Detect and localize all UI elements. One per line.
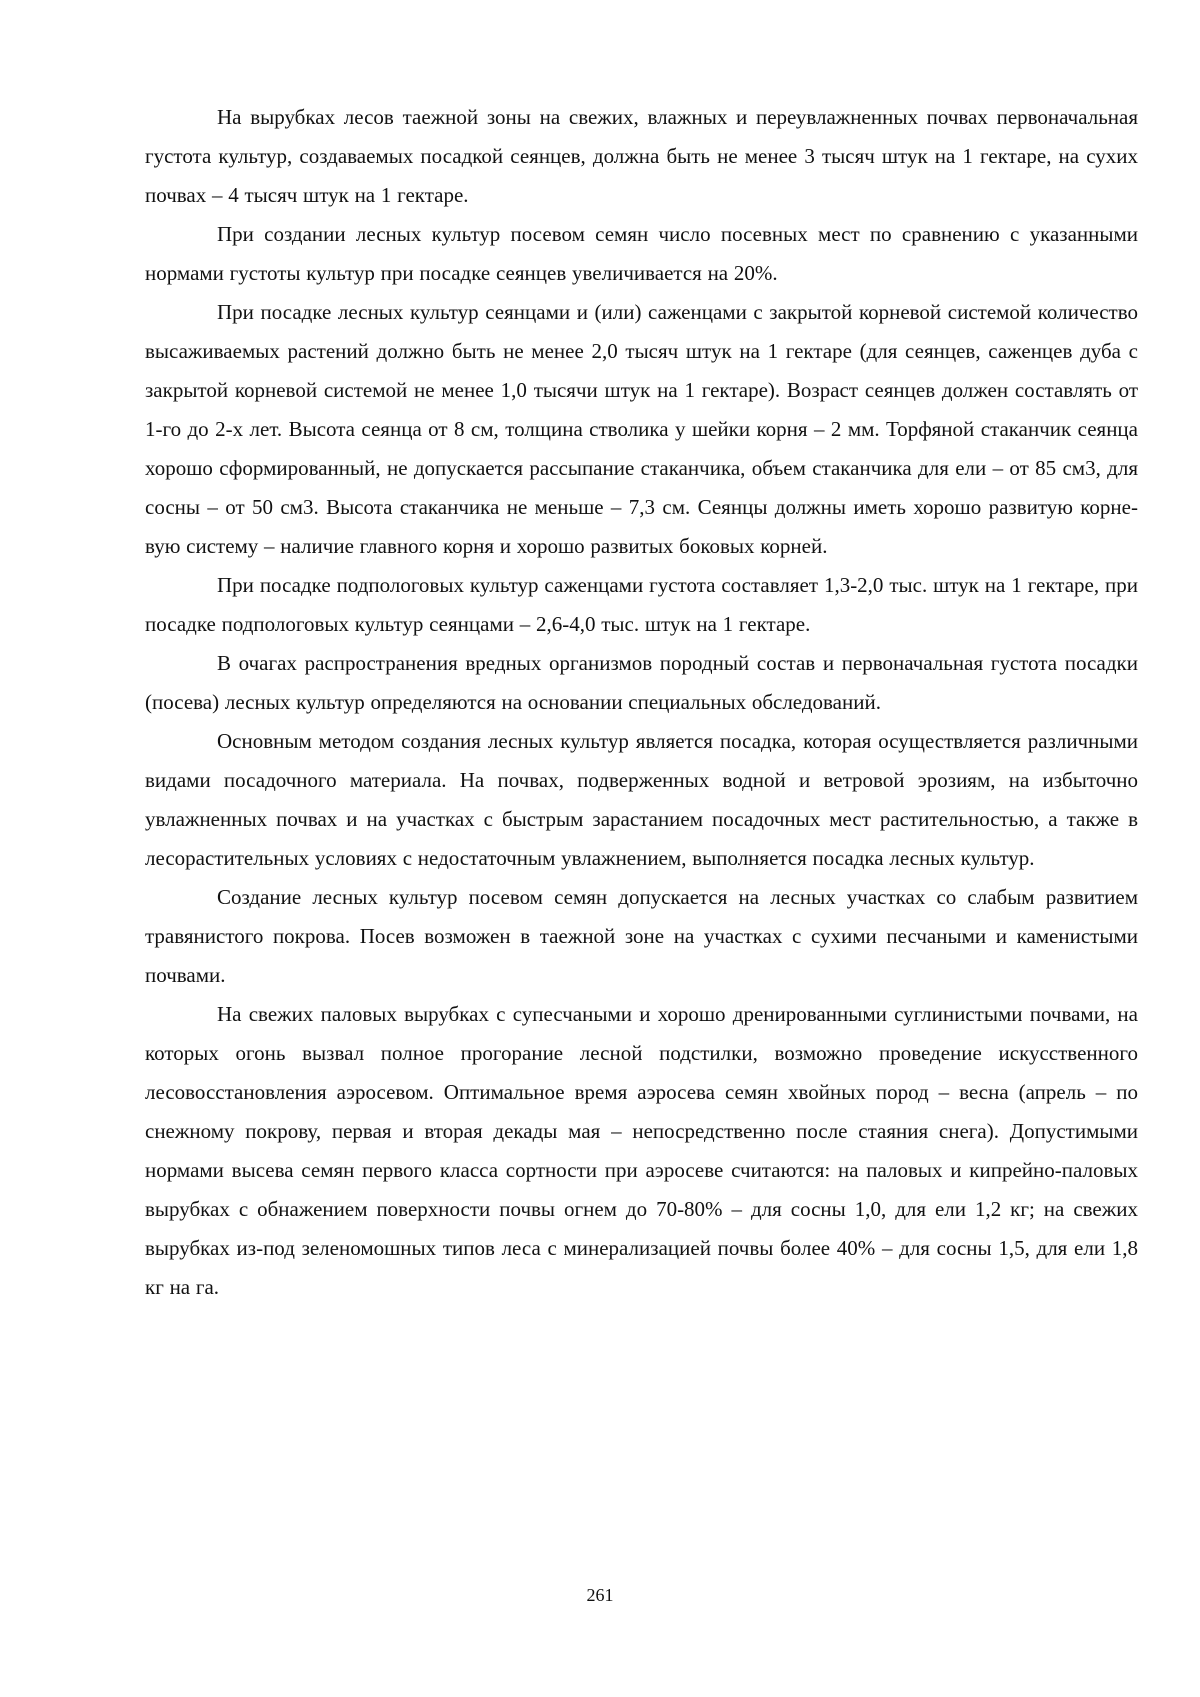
paragraph-7: Создание лесных культур посевом семян допускается на лесных участках со слабым развитием травянистого покрова. Посев возможен в таежной зоне на участках с сухими песчаными и каменистыми почвами. — [145, 885, 1138, 987]
body-text — [145, 98, 1138, 1307]
paragraph-2: При создании лесных культур посевом семян число посевных мест по сравнению с указанными нормами густоты культур при посадке сеянцев увеличивается на 20%. — [145, 222, 1138, 285]
paragraph-6: Основным методом создания лесных культур является посадка, которая осуществляется различными видами посадочного материала. На почвах, подверженных водной и ветровой эрозиям, на избыточно увлажненных почвах и на участках с быстрым зарастанием посадочных мест растительностью, а также в лесорастительных условиях с недостаточным увлажнением, выполняется посадка лесных культур. — [145, 729, 1138, 870]
paragraph-8: На свежих паловых вырубках с супесчаными и хорошо дренированными суглинистыми почвами, на которых огонь вызвал полное прогорание лесной подстилки, возможно проведение искусственного лесовосстановления аэросевом. Оптимальное время аэросева семян хвойных пород – весна (апрель – по снежному покрову, первая и вторая декады мая – непосредственно после стаяния снега). Допустимыми нормами высева семян первого класса сортности при аэросеве считаются: на паловых и кипрейно-паловых вырубках с обнажением поверхности почвы огнем до 70-80% – для сосны 1,0, для ели 1,2 кг; на свежих вырубках из-под зеленомошных типов леса с минерализацией почвы более 40% – для сосны 1,5, для ели 1,8 кг на га. — [145, 1002, 1138, 1299]
paragraph-3: При посадке лесных культур сеянцами и (или) саженцами с закрытой корневой системой количество высаживаемых растений должно быть не менее 2,0 тысяч штук на 1 гектаре (для сеянцев, саженцев дуба с закрытой корневой системой не менее 1,0 тысячи штук на 1 гектаре). Возраст сеянцев должен составлять от 1-го до 2-х лет. Высота сеянца от 8 см, толщина стволика у шейки корня – 2 мм. Торфяной стаканчик сеянца хорошо сформированный, не допускается рассыпание стаканчика, объем стаканчика для ели – от 85 см3, для сосны – от 50 см3. Высота стаканчика не меньше – 7,3 см. Сеянцы должны иметь хорошо развитую корневую систему – наличие главного корня и хорошо развитых боковых корней. — [145, 300, 1138, 558]
paragraph-1: На вырубках лесов таежной зоны на свежих, влажных и переувлажненных почвах первоначальная густота культур, создаваемых посадкой сеянцев, должна быть не менее 3 тысяч штук на 1 гектаре, на сухих почвах – 4 тысяч штук на 1 гектаре. — [145, 105, 1138, 207]
page-number: 261 — [586, 1585, 614, 1605]
paragraph-5: В очагах распространения вредных организмов породный состав и первоначальная густота посадки (посева) лесных культур определяются на основании специальных обследований. — [145, 651, 1138, 714]
paragraph-4: При посадке подпологовых культур саженцами густота составляет 1,3-2,0 тыс. штук на 1 гектаре, при посадке подпологовых культур сеянцами – 2,6-4,0 тыс. штук на 1 гектаре. — [145, 573, 1138, 636]
